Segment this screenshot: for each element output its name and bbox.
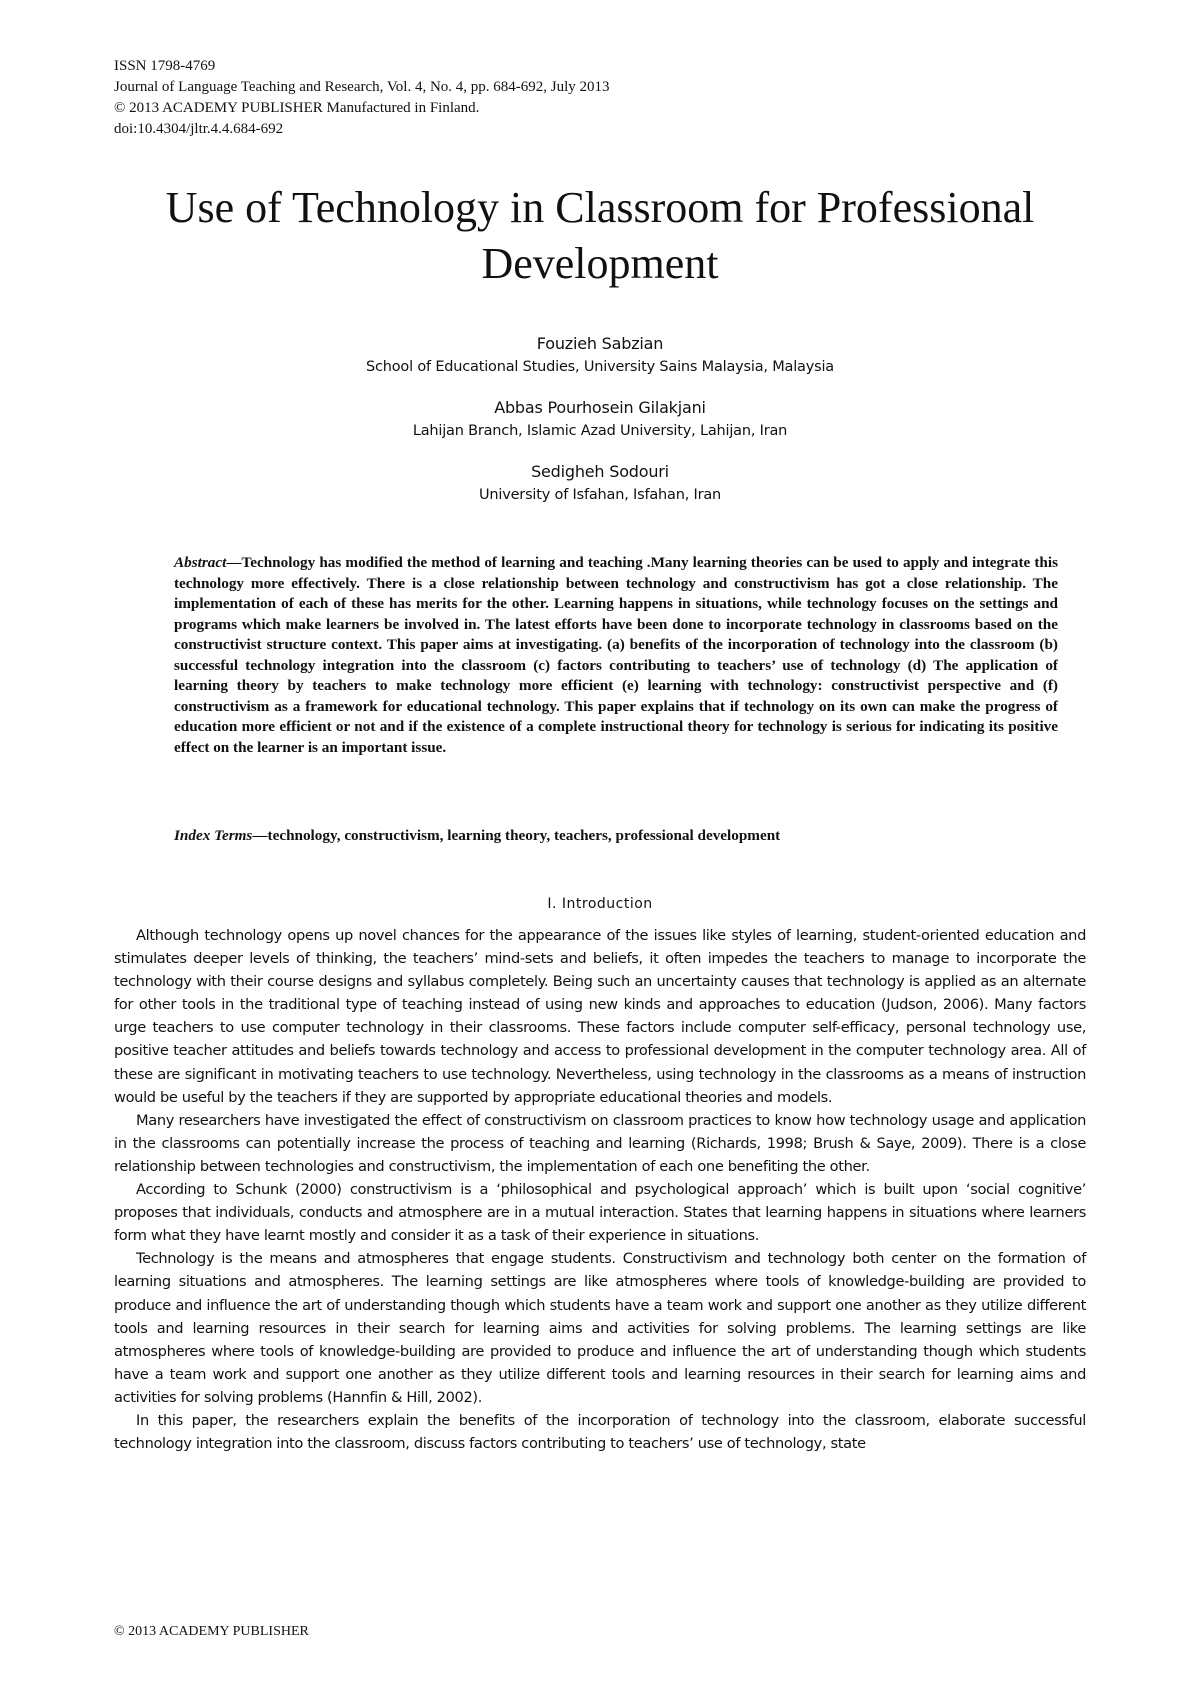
author-affiliation: University of Isfahan, Isfahan, Iran — [478, 487, 722, 503]
abstract-paragraph — [174, 553, 1058, 758]
author-affiliation: Lahijan Branch, Islamic Azad University, Lahijan, Iran — [412, 423, 788, 439]
introduction-body — [114, 924, 1086, 1455]
abstract — [174, 553, 1058, 758]
index-terms-text: —technology, constructivism, learning theory, teachers, professional development — [252, 827, 781, 844]
index-terms-label: Index Terms — [174, 827, 253, 844]
author-entry — [100, 332, 1100, 378]
body-paragraph: Technology is the means and atmospheres that engage students. Constructivism and technology both center on the formation of learning situations and atmospheres. The learning settings are like atmospheres where tools of knowledge-building are provided to produce and influence the art of understanding though which students have a team work and support one another as they utilize different tools and learning resources in their search for learning aims and activities for solving problems. The learning settings are like atmospheres where tools of knowledge-building are provided to produce and influence the art of understanding though which students have a team work and support one another as they utilize different tools and learning resources in their search for learning aims and activities for solving problems (Hannfin & Hill, 2002). — [114, 1250, 1086, 1406]
doi-line: doi:10.4304/jltr.4.4.684-692 — [114, 121, 284, 137]
author-entry — [100, 396, 1100, 442]
journal-header — [114, 56, 814, 140]
paper-title: Use of Technology in Classroom for Professional Development — [165, 183, 1035, 288]
index-terms — [174, 826, 1058, 846]
author-affiliation: School of Educational Studies, University Sains Malaysia, Malaysia — [365, 359, 834, 375]
body-paragraph: In this paper, the researchers explain the benefits of the incorporation of technology into the classroom, elaborate successful technology integration into the classroom, discuss factors contributing to teachers’ use of technology, state — [114, 1411, 1086, 1453]
body-paragraph: Although technology opens up novel chances for the appearance of the issues like styles of learning, student-oriented education and stimulates deeper levels of thinking, the teachers’ mind-sets and beliefs, it often impedes the teachers to manage to incorporate the technology with their course designs and syllabus completely. Being such an uncertainty causes that technology is applied as an alternate for other tools in the traditional type of teaching instead of using new kinds and approaches to education (Judson, 2006). Many factors urge teachers to use computer technology in their classrooms. These factors include computer self-efficacy, personal technology use, positive teacher attitudes and beliefs towards technology and access to professional development in the computer technology area. All of these are significant in motivating teachers to use technology. Nevertheless, using technology in the classrooms as a means of instruction would be useful by the teachers if they are supported by appropriate educational theories and models. — [114, 927, 1086, 1106]
author-name: Fouzieh Sabzian — [536, 334, 664, 353]
journal-citation-line: Journal of Language Teaching and Research, Vol. 4, No. 4, pp. 684-692, July 2013 — [114, 79, 610, 95]
body-paragraph: Many researchers have investigated the effect of constructivism on classroom practices to know how technology usage and application in the classrooms can potentially increase the process of teaching and learning (Richards, 1998; Brush & Saye, 2009). There is a close relationship between technologies and constructivism, the implementation of each one benefiting the other. — [114, 1111, 1086, 1175]
author-block — [100, 332, 1100, 524]
abstract-label: Abstract — [174, 554, 227, 571]
author-name: Sedigheh Sodouri — [531, 462, 669, 481]
publisher-line: © 2013 ACADEMY PUBLISHER Manufactured in Finland. — [114, 100, 480, 116]
issn-line: ISSN 1798-4769 — [114, 58, 216, 74]
author-name: Abbas Pourhosein Gilakjani — [494, 398, 706, 417]
body-paragraph: According to Schunk (2000) constructivism is a ‘philosophical and psychological approach’ which is built upon ‘social cognitive’ proposes that individuals, conducts and atmosphere are in a mutual interaction. States that learning happens in situations where learners form what they have learnt mostly and consider it as a task of their experience in situations. — [114, 1181, 1086, 1245]
author-entry — [100, 460, 1100, 506]
page-footer: © 2013 ACADEMY PUBLISHER — [114, 1624, 309, 1639]
abstract-text: —Technology has modified the method of learning and teaching .Many learning theories can be used to apply and integrate this technology more effectively. There is a close relationship between technology and constructivism has got a close relationship. The implementation of each of these has merits for the other. Learning happens in situations, while technology focuses on the settings and programs which make learners be involved in. The latest efforts have been done to incorporate technology in classrooms based on the constructivist structure context. This paper aims at investigating. (a) benefits of the incorporation of technology into the classroom (b) successful technology integration into the classroom (c) factors contributing to teachers’ use of technology (d) The application of learning theory by teachers to make technology more efficient (e) learning with technology: constructivist perspective and (f) constructivism as a framework for educational technology. This paper explains that if technology on its own can make the progress of education more efficient or not and if the existence of a complete instructional theory for technology is serious for indicating its positive effect on the learner is an important issue. — [174, 554, 1058, 756]
section-heading-introduction: I. Introduction — [547, 896, 653, 912]
